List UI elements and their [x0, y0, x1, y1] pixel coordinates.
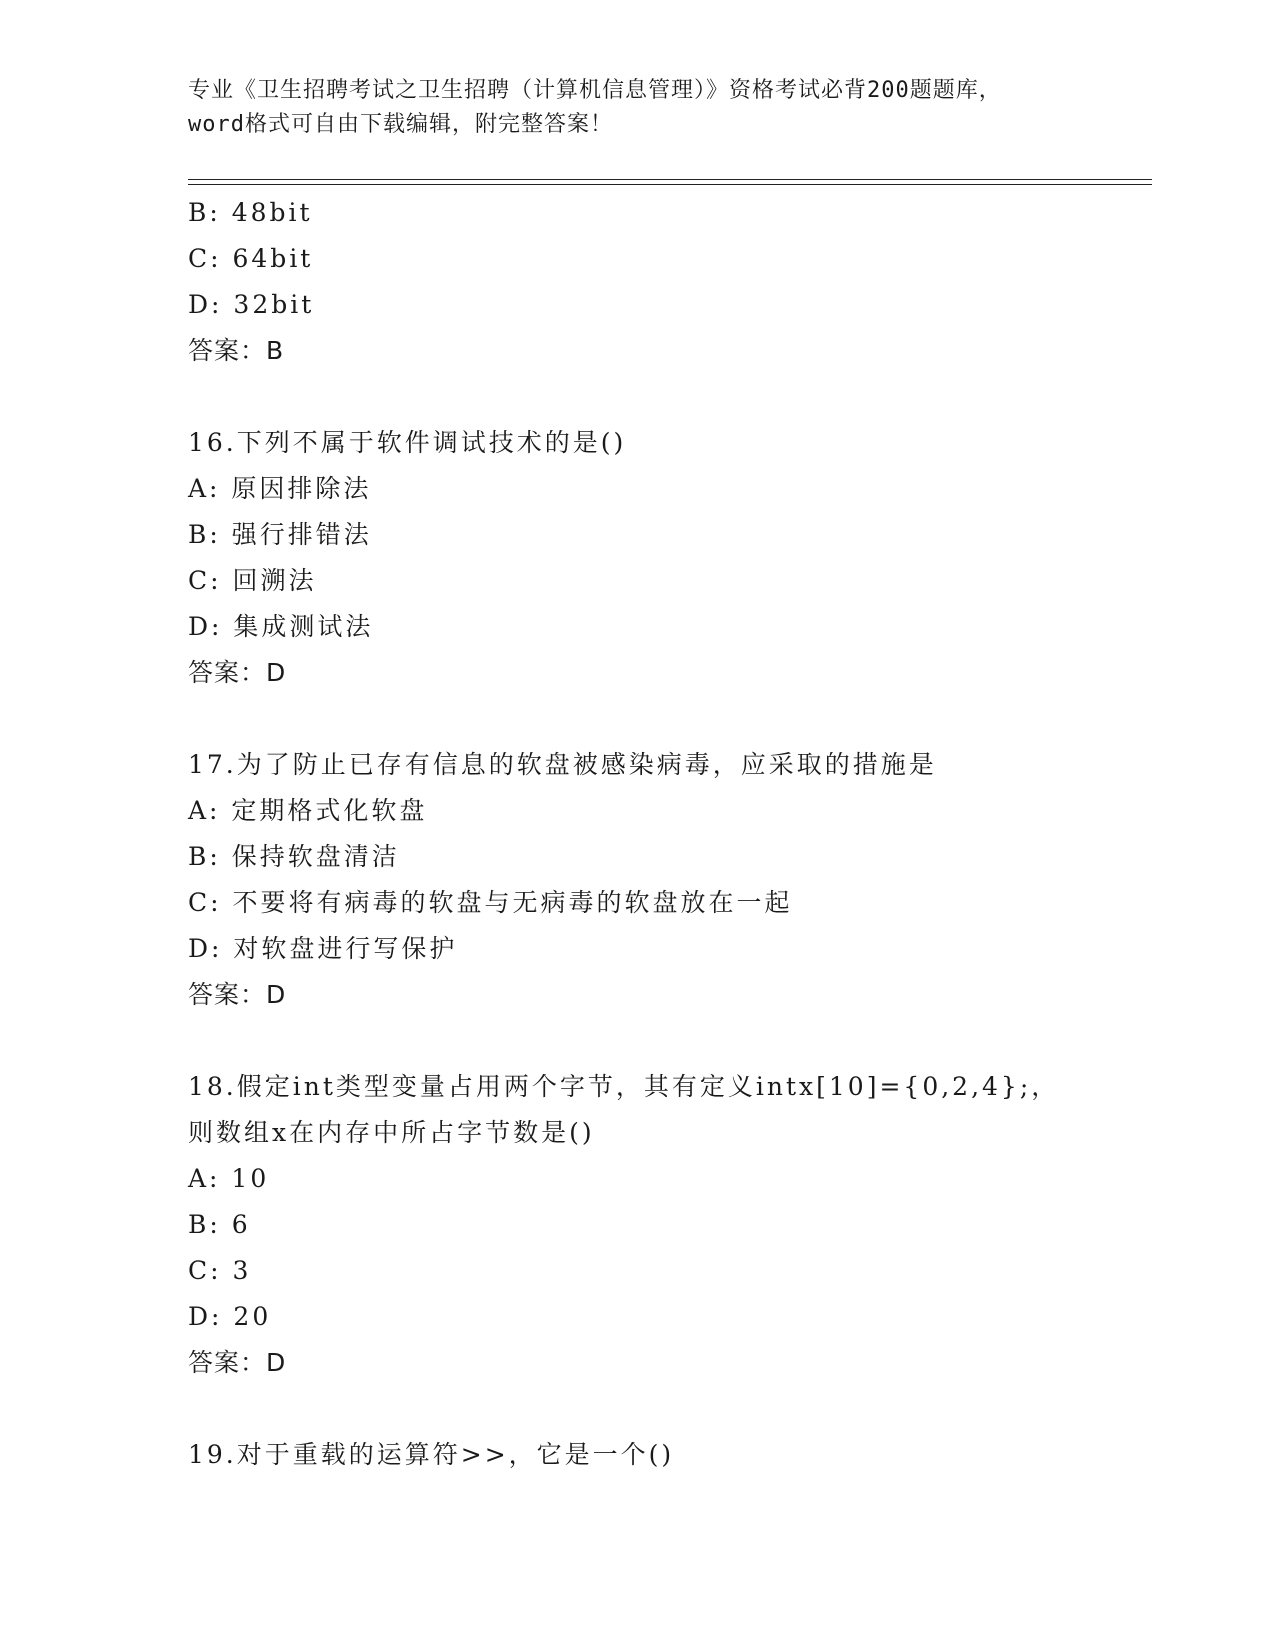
header-line-1: 专业《卫生招聘考试之卫生招聘（计算机信息管理）》资格考试必背200题题库， — [188, 78, 1002, 103]
question-title-line-2: 则数组x在内存中所占字节数是() — [188, 1118, 595, 1147]
answer-line: 答案：B — [188, 336, 285, 365]
option-d: D: 对软盘进行写保护 — [188, 934, 458, 963]
question-15-continuation — [188, 190, 1148, 374]
question-title-line-1: 18.假定int类型变量占用两个字节，其有定义intx[10]={0,2,4};， — [188, 1072, 1060, 1101]
spacer — [188, 374, 1148, 420]
option-c: C: 64bit — [188, 244, 314, 273]
question-title: 16.下列不属于软件调试技术的是() — [188, 428, 627, 457]
question-list — [188, 190, 1148, 1478]
question-title: 19.对于重载的运算符>>，它是一个() — [188, 1440, 675, 1469]
option-d: D: 集成测试法 — [188, 612, 374, 641]
option-d: D: 20 — [188, 1302, 272, 1331]
option-c: C: 不要将有病毒的软盘与无病毒的软盘放在一起 — [188, 888, 793, 917]
answer-line: 答案：D — [188, 980, 287, 1009]
option-b: B: 保持软盘清洁 — [188, 842, 400, 871]
question-18 — [188, 1064, 1148, 1386]
answer-line: 答案：D — [188, 1348, 287, 1377]
spacer — [188, 1018, 1148, 1064]
question-19 — [188, 1432, 1148, 1478]
spacer — [188, 1386, 1148, 1432]
option-a: A: 10 — [188, 1164, 270, 1193]
header-line-2: word格式可自由下载编辑，附完整答案！ — [188, 112, 613, 137]
option-b: B: 48bit — [188, 198, 313, 227]
question-title: 17.为了防止已存有信息的软盘被感染病毒，应采取的措施是 — [188, 750, 937, 779]
question-16 — [188, 420, 1148, 696]
option-d: D: 32bit — [188, 290, 315, 319]
option-b: B: 强行排错法 — [188, 520, 372, 549]
header-rule-top — [188, 179, 1152, 180]
document-header — [188, 74, 1128, 142]
spacer — [188, 696, 1148, 742]
header-rule-bottom — [188, 184, 1152, 185]
option-c: C: 回溯法 — [188, 566, 317, 595]
option-b: B: 6 — [188, 1210, 251, 1239]
option-a: A: 定期格式化软盘 — [188, 796, 428, 825]
question-17 — [188, 742, 1148, 1018]
answer-line: 答案：D — [188, 658, 287, 687]
option-c: C: 3 — [188, 1256, 252, 1285]
option-a: A: 原因排除法 — [188, 474, 372, 503]
